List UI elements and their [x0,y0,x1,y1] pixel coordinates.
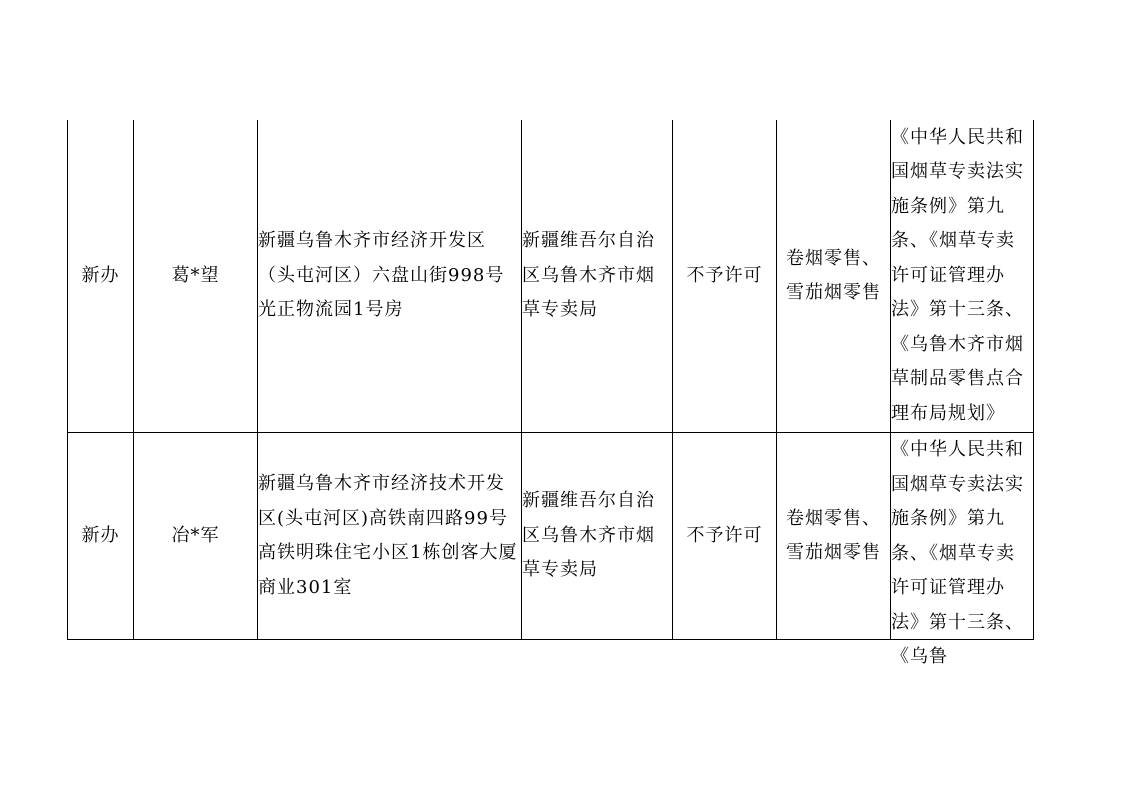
legal-basis-cell [891,120,1034,433]
business-scope-cell [777,120,891,433]
application-type: 新办 [81,524,120,546]
business-scope: 卷烟零售、雪茄烟零售 [786,247,881,303]
licensing-agency-cell [522,120,673,433]
business-scope: 卷烟零售、雪茄烟零售 [786,507,881,563]
applicant-name: 葛*望 [171,264,220,286]
licensing-agency: 新疆维吾尔自治区乌鲁木齐市烟草专卖局 [522,230,655,321]
application-type: 新办 [81,264,120,286]
applicant-name: 冶*军 [171,524,220,546]
legal-basis-clip [891,433,1033,667]
applicant-name-cell [134,120,258,433]
decision-result: 不予许可 [686,264,763,286]
decision-result-cell [673,433,777,640]
decision-result-cell [673,120,777,433]
business-address-cell [258,120,522,433]
legal-basis: 《中华人民共和国烟草专卖法实施条例》第九条、《烟草专卖许可证管理办法》第十三条、《乌鲁 [891,439,1024,667]
license-decision-table [67,120,1034,667]
business-scope-cell [777,433,891,640]
applicant-name-cell [134,433,258,640]
business-address: 新疆乌鲁木齐市经济技术开发区(头屯河区)高铁南四路99号高铁明珠住宅小区1栋创客大厦商业301室 [258,473,518,598]
decision-result: 不予许可 [686,524,763,546]
table-row [68,120,1034,433]
licensing-agency: 新疆维吾尔自治区乌鲁木齐市烟草专卖局 [522,490,655,581]
table-row [68,433,1034,640]
application-type-cell [68,120,134,433]
legal-basis: 《中华人民共和国烟草专卖法实施条例》第九条、《烟草专卖许可证管理办法》第十三条、《乌鲁木齐市烟草制品零售点合理布局规划》 [891,126,1024,424]
business-address-cell [258,433,522,640]
application-type-cell [68,433,134,640]
licensing-agency-cell [522,433,673,640]
legal-basis-cell [891,433,1034,667]
business-address: 新疆乌鲁木齐市经济开发区（头屯河区）六盘山街998号光正物流园1号房 [258,230,505,321]
